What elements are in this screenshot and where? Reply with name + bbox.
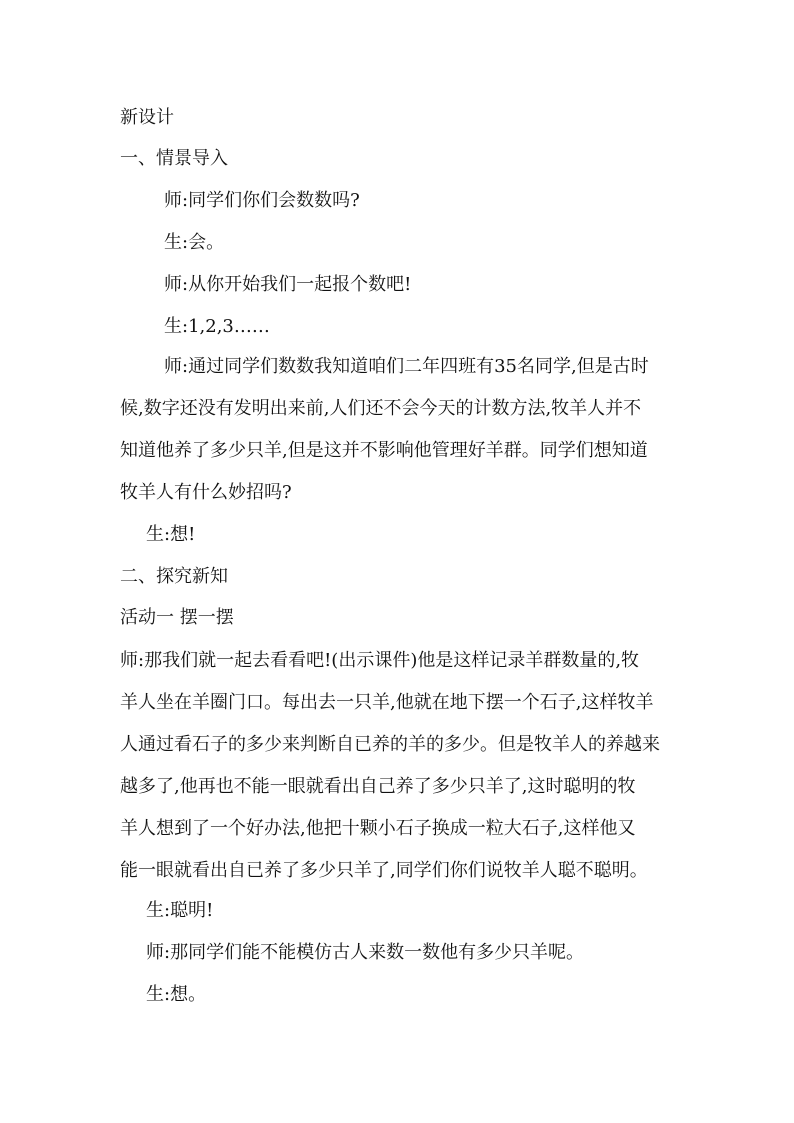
paragraph-line: 羊人想到了一个好办法,他把十颗小石子换成一粒大石子,这样他又 xyxy=(120,818,636,839)
dialogue-line: 师:从你开始我们一起报个数吧! xyxy=(164,274,412,295)
paragraph-line: 候,数字还没有发明出来前,人们还不会今天的计数方法,牧羊人并不 xyxy=(120,398,642,419)
paragraph-line: 越多了,他再也不能一眼就看出自己养了多少只羊了,这时聪明的牧 xyxy=(120,776,636,797)
dialogue-line: 师:那同学们能不能模仿古人来数一数他有多少只羊呢。 xyxy=(146,942,585,963)
section-title-2: 二、探究新知 xyxy=(120,566,228,587)
dialogue-line: 生:想! xyxy=(146,524,196,545)
paragraph-line: 师:通过同学们数数我知道咱们二年四班有35名同学,但是古时 xyxy=(164,356,649,377)
dialogue-line: 生:1,2,3…… xyxy=(164,316,270,337)
document-heading: 新设计 xyxy=(120,107,174,128)
paragraph-line: 知道他养了多少只羊,但是这并不影响他管理好羊群。同学们想知道 xyxy=(120,440,648,461)
dialogue-line: 生:聪明! xyxy=(146,900,214,921)
paragraph-line: 能一眼就看出自已养了多少只羊了,同学们你们说牧羊人聪不聪明。 xyxy=(120,860,648,881)
section-title-1: 一、情景导入 xyxy=(120,148,228,169)
activity-title: 活动一 摆一摆 xyxy=(120,607,234,628)
paragraph-line: 羊人坐在羊圈门口。每出去一只羊,他就在地下摆一个石子,这样牧羊 xyxy=(120,692,654,713)
dialogue-line: 生:想。 xyxy=(146,984,207,1005)
paragraph-line: 牧羊人有什么妙招吗? xyxy=(120,482,292,503)
dialogue-line: 师:同学们你们会数数吗? xyxy=(164,190,360,211)
dialogue-line: 生:会。 xyxy=(164,232,225,253)
paragraph-line: 人通过看石子的多少来判断自已养的羊的多少。但是牧羊人的养越来 xyxy=(120,734,660,755)
paragraph-line: 师:那我们就一起去看看吧!(出示课件)他是这样记录羊群数量的,牧 xyxy=(120,650,640,671)
